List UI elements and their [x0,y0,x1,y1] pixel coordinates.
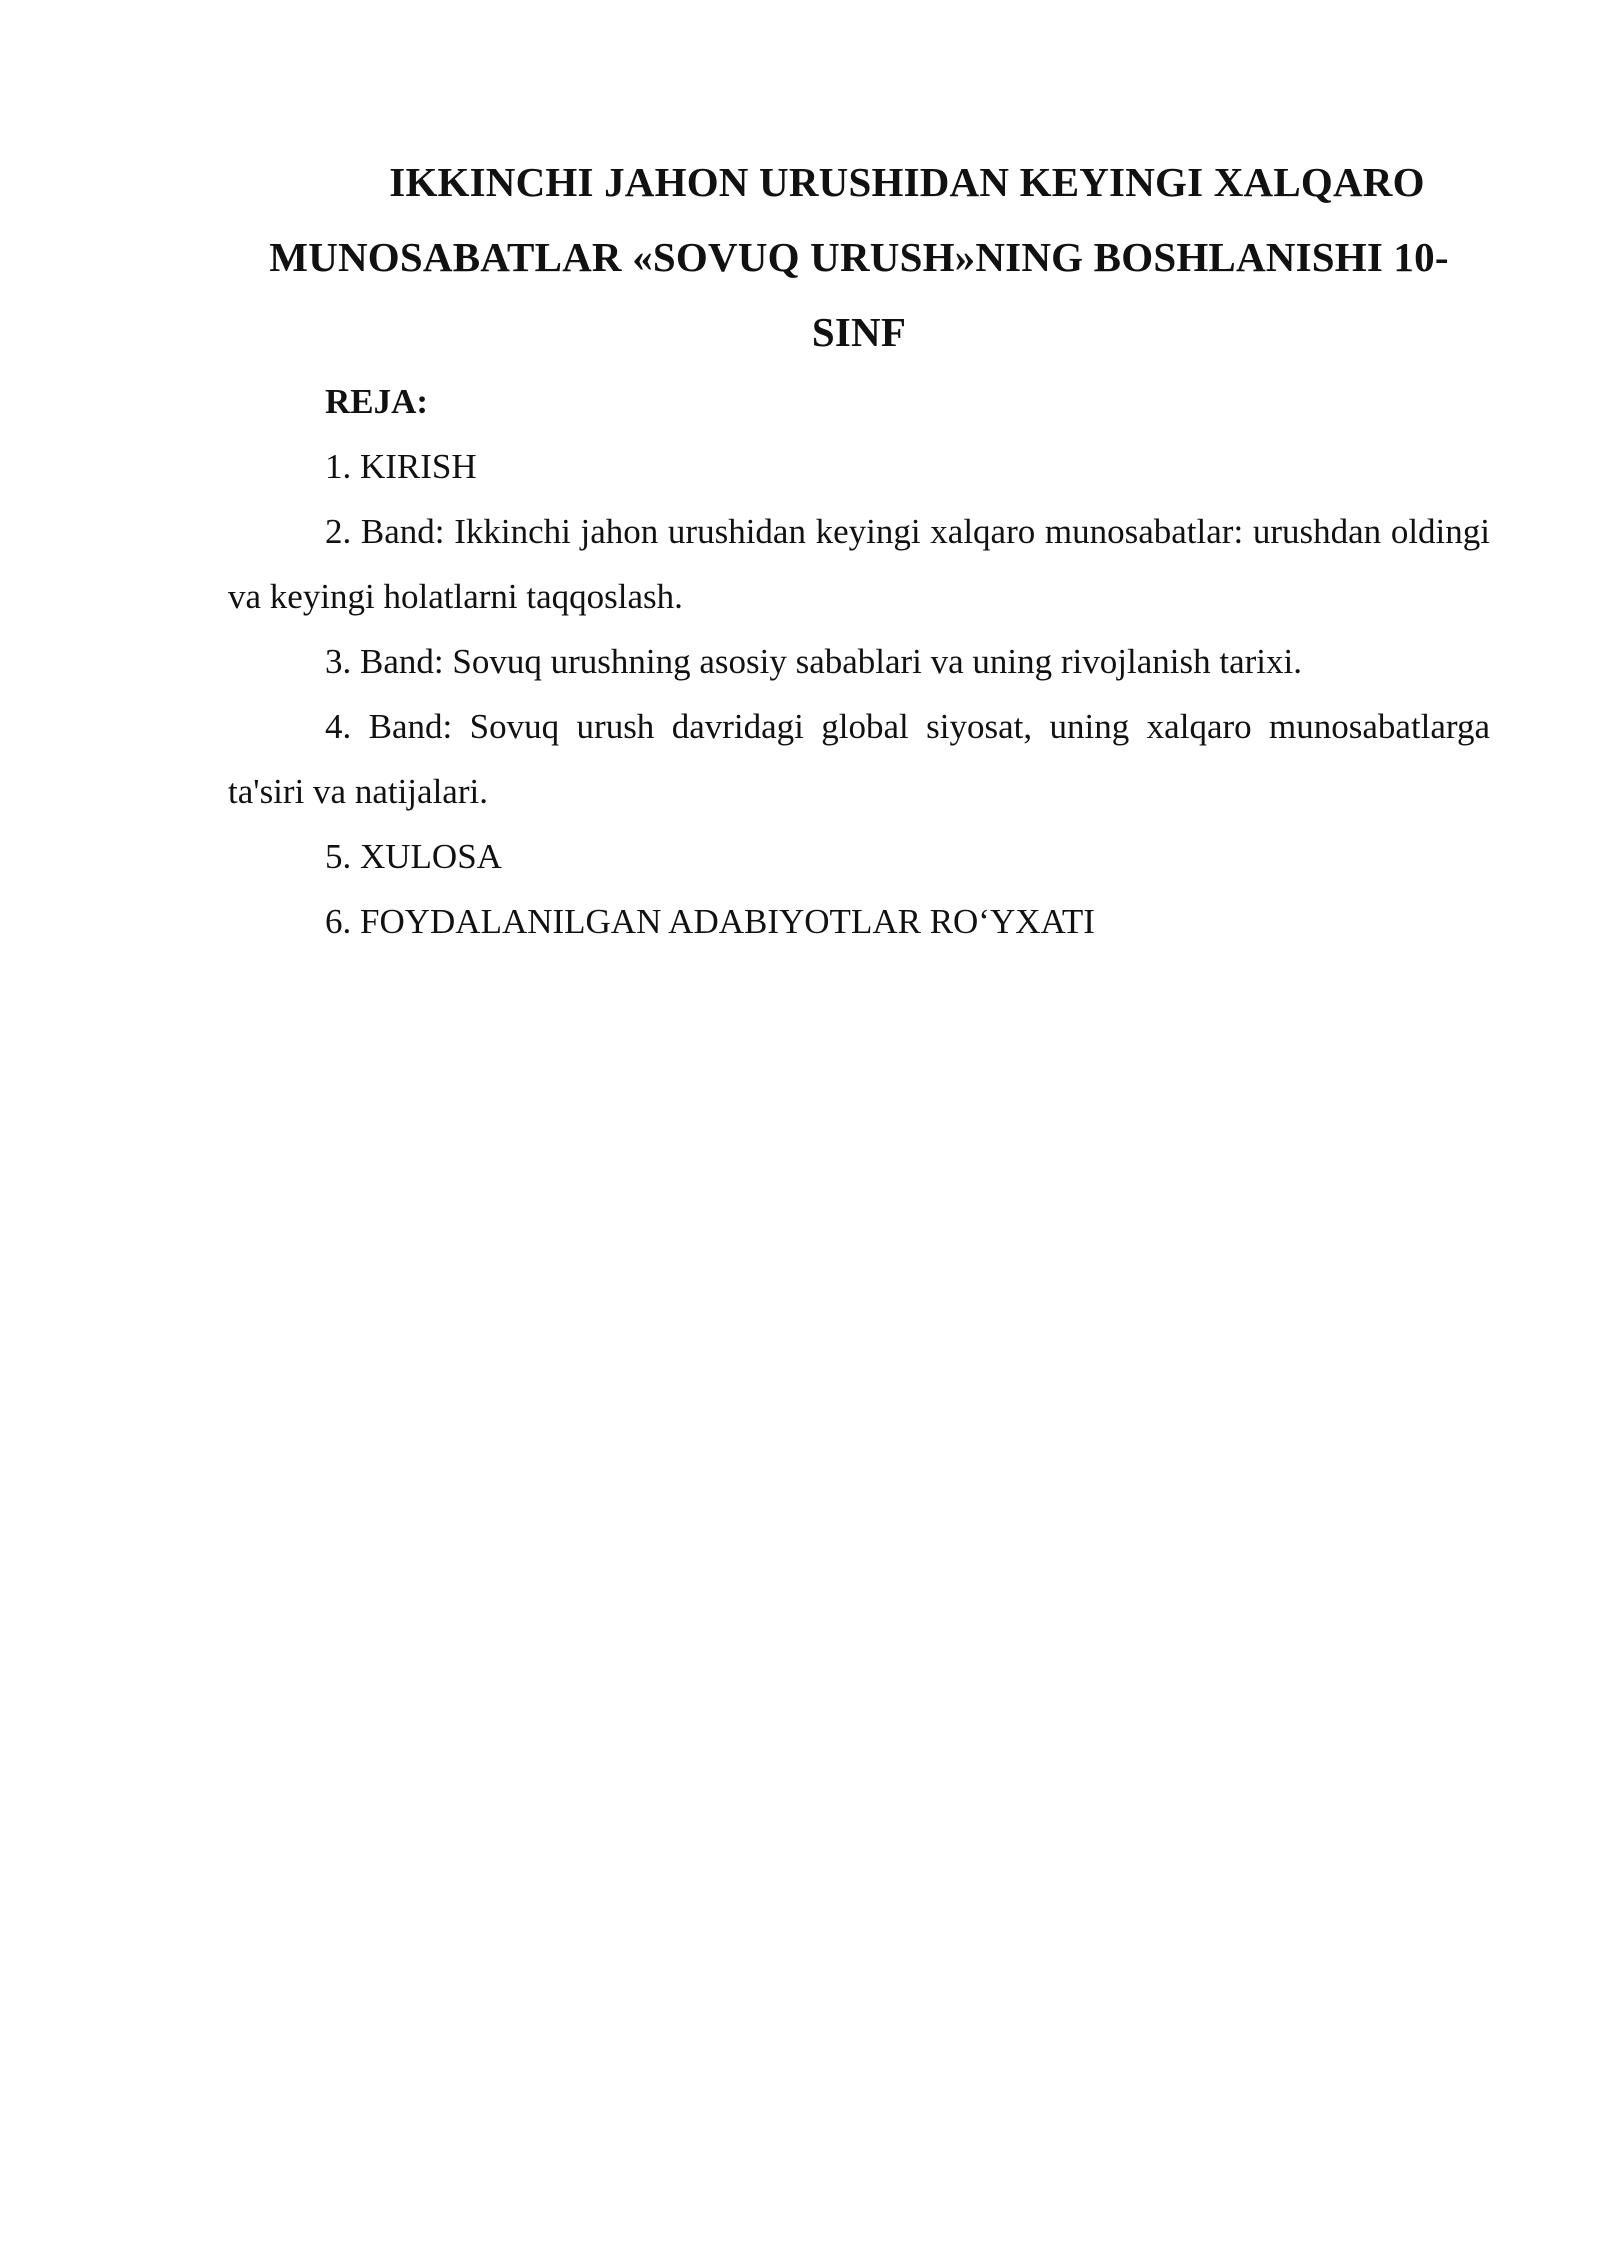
plan-item-section-2: 2. Band: Ikkinchi jahon urushidan keyingi xalqaro munosabatlar: urushdan oldingi va keyingi holatlarni taqqoslash. [228,512,1490,616]
plan-section [228,369,1490,954]
plan-item-section-3: 3. Band: Sovuq urushning asosiy sabablari va uning rivojlanish tarixi. [325,642,1302,681]
plan-item-introduction: 1. KIRISH [325,447,477,486]
plan-item-references: 6. FOYDALANILGAN ADABIYOTLAR RO‘YXATI [325,902,1095,941]
plan-heading: REJA: [325,382,429,421]
plan-item-section-4: 4. Band: Sovuq urush davridagi global siyosat, uning xalqaro munosabatlarga ta'siri va natijalari. [228,707,1490,811]
document-title: IKKINCHI JAHON URUSHIDAN KEYINGI XALQARO MUNOSABATLAR «SOVUQ URUSH»NING BOSHLANISHI 10-SINF [269,159,1449,355]
plan-item-conclusion: 5. XULOSA [325,837,502,876]
